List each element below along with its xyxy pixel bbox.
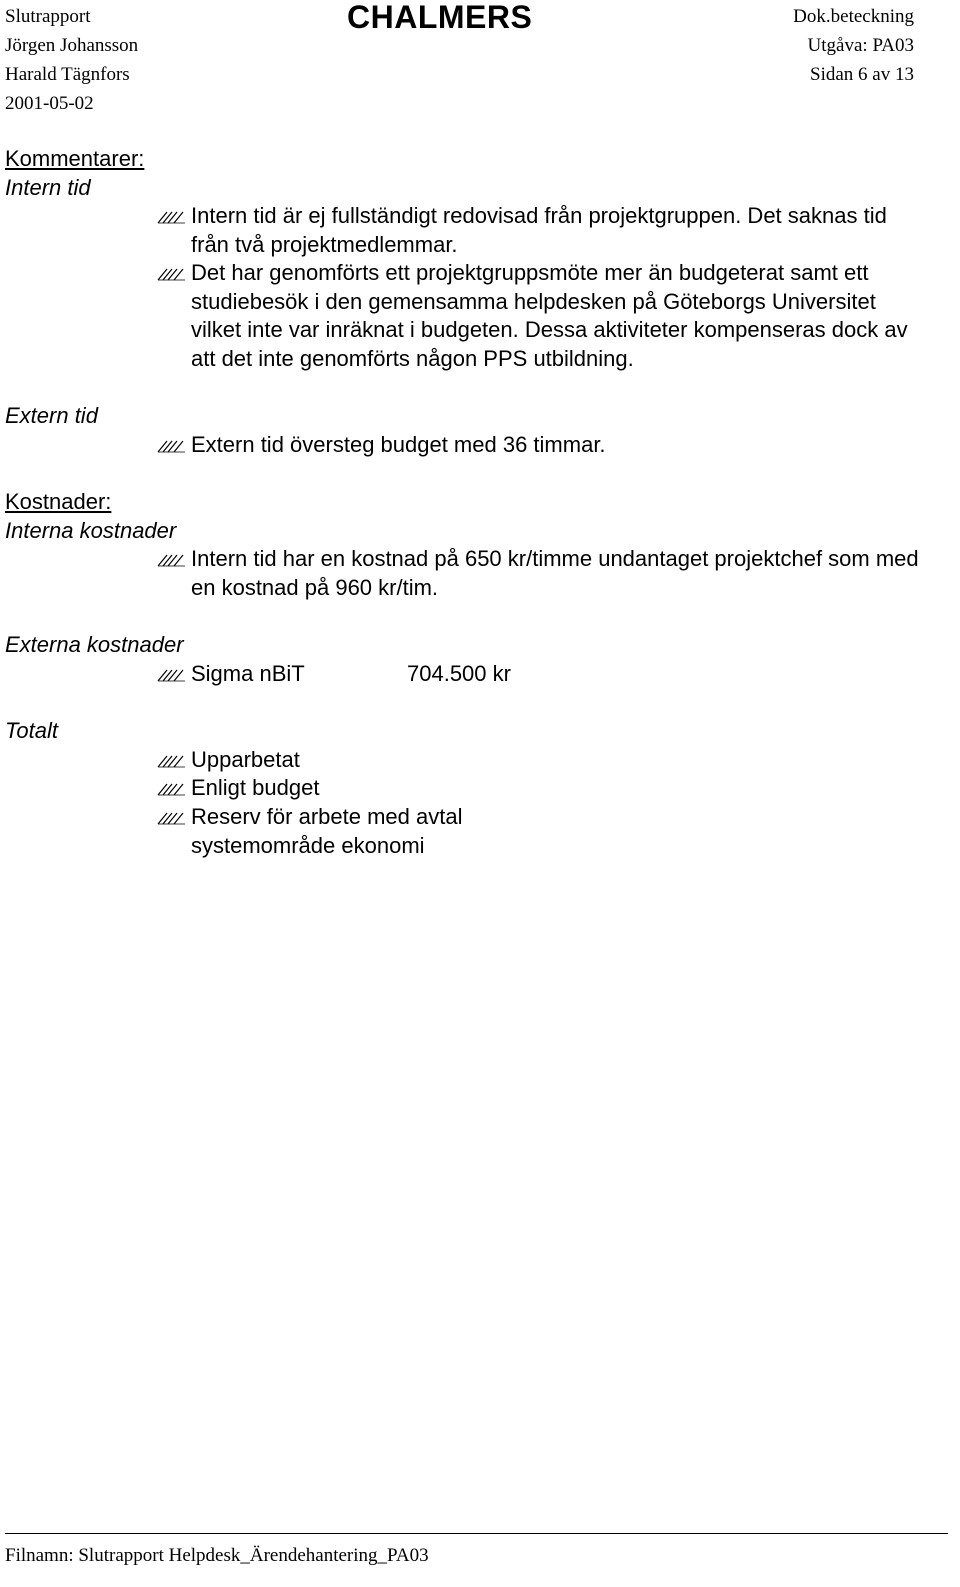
externa-kostnader-label: Externa kostnader [5, 632, 184, 657]
bullet-text: Reserv för arbete med avtal systemområde ekonomi [191, 804, 463, 858]
writing-hand-icon [157, 552, 187, 568]
interna-kostnader-bullet-1 [157, 545, 927, 602]
chalmers-logo: CHALMERS [347, 0, 533, 35]
totalt-label: Totalt [5, 718, 59, 743]
bullet-text: Sigma nBiT [191, 661, 305, 686]
externa-kostnader-item [157, 660, 387, 689]
externa-kostnader-amount: 704.500 kr [407, 661, 511, 686]
author-1: Jörgen Johansson [5, 35, 139, 56]
writing-hand-icon [157, 438, 187, 454]
totalt-item-enligt-budget [157, 774, 927, 803]
interna-kostnader-label: Interna kostnader [5, 518, 177, 543]
author-2: Harald Tägnfors [5, 64, 130, 85]
bullet-text: Det har genomförts ett projektgruppsmöte mer än budgeterat samt ett studiebesök i den gemensamma helpdesken på Göteborgs Universitet vilket inte var inräknat i budgeten. Dessa aktiviteter kompenseras dock av att det inte genomförts någon PPS utbildning. [191, 260, 908, 371]
footer-filename: Filnamn: Slutrapport Helpdesk_Ärendehantering_PA03 [5, 1545, 429, 1566]
intern-tid-bullet-1 [157, 202, 927, 259]
page-number: Sidan 6 av 13 [810, 64, 914, 85]
bullet-text: Enligt budget [191, 775, 320, 800]
writing-hand-icon [157, 667, 187, 683]
kostnader-heading: Kostnader: [5, 489, 112, 514]
writing-hand-icon [157, 810, 187, 826]
intern-tid-label: Intern tid [5, 175, 91, 200]
bullet-text: Extern tid översteg budget med 36 timmar. [191, 432, 606, 457]
extern-tid-bullet-1 [157, 431, 927, 460]
writing-hand-icon [157, 781, 187, 797]
bullet-text: Intern tid har en kostnad på 650 kr/timme undantaget projektchef som med en kostnad på 960 kr/tim. [191, 546, 919, 600]
intern-tid-bullet-2 [157, 259, 927, 373]
extern-tid-label: Extern tid [5, 403, 98, 428]
writing-hand-icon [157, 753, 187, 769]
bullet-text: Intern tid är ej fullständigt redovisad från projektgruppen. Det saknas tid från två projektmedlemmar. [191, 203, 887, 257]
edition: Utgåva: PA03 [807, 35, 914, 56]
doc-type: Slutrapport [5, 6, 91, 27]
kommentarer-heading: Kommentarer: [5, 146, 145, 171]
bullet-text: Upparbetat [191, 747, 300, 772]
footer-divider [5, 1533, 948, 1534]
writing-hand-icon [157, 209, 187, 225]
doc-id-label: Dok.beteckning [793, 6, 914, 27]
totalt-item-reserv [157, 803, 537, 860]
report-date: 2001-05-02 [5, 93, 94, 114]
writing-hand-icon [157, 266, 187, 282]
totalt-item-upparbetat [157, 746, 927, 775]
